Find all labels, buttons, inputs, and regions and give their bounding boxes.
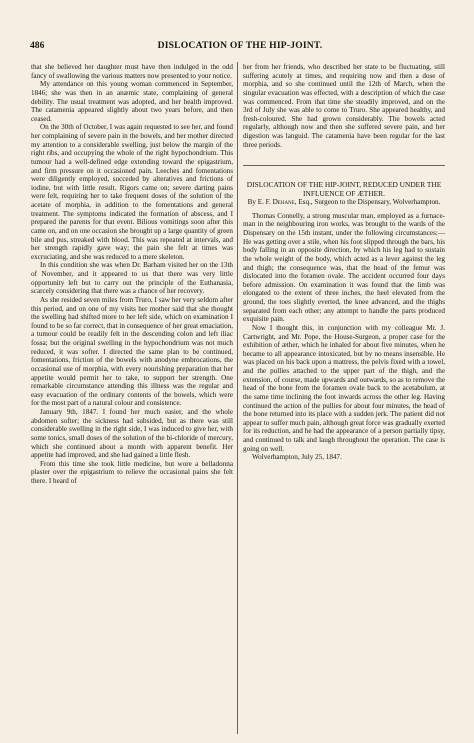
paragraph: On the 30th of October, I was again requested to see her, and found her complaining of severe pain in the bowels, and her mother directed my attention to a considerable swelling, just below the margin of the right ribs, and occupying the whole of the right hypochondrium. This tumour had a well-defined edge extending toward the epigastrium, and firm pressure on it occasioned pain. Leeches and fomentations were diligently employed, succeded by alteratives and frictions of iodine, but with little result. Rigors came on; severe darting pains were felt, requiring her to take frequent doses of the solution of the acetate of morphia, in addition to the fomentations and general treatment. The symptoms indicated the formation of abscess, and I prepared the parents for that event. Bilious vomitings soon after this came on, and on one occasion she brought up a large quantity of green bile and pus, streaked with blood. This was repeated at intervals, and her strength rapidly gave way; the pain she felt at times was excruciating, and she was reduced to a mere skeleton. bbox=[31, 123, 233, 261]
page-number: 486 bbox=[30, 40, 45, 51]
column-divider bbox=[237, 62, 238, 734]
article-byline bbox=[243, 198, 445, 207]
left-column bbox=[31, 63, 233, 735]
paragraph: As she resided seven miles from Truro, I saw her very seldom after this period, and on one of my visits her mother said that she thought the swelling had shifted more to her left side, which on examination I found to be so far correct, that in consequence of her great emaciation, a tumour could be readily felt in the descending colon and left iliac fossa; but the original swelling in the hypochondrium was not much reduced, it was softer. I directed the same plan to be continued, fomentations, friction of the bowels with anodyne embrocations, the occasional use of morphia, with every nourishing preparation that her appetite would permit her to take, to support her strength. One remarkable circumstance attending this illness was the regular and easy evacuation of the ordinary contents of the bowels, which were for the most part of a natural colour and consistence. bbox=[31, 295, 233, 408]
paragraph: Thomas Connelly, a strong muscular man, employed as a furnace-man in the neighbouring iron works, was brought to the wards of the Dispensary on the 15th instant, under the following circumstances:—He was getting over a stile, when his foot slipped through the bars, his body falling in an opposite direction, by which his leg had to sustain the whole weight of the body, which acted as a lever against the leg and thigh; the consequence was, that the head of the femur was dislocated into the foramen ovale. The accident occurred four days before admission. On examination it was found that the limb was elongated to the extent of three inches, the heel elevated from the ground, the toes slightly everted, the knee advanced, and the thighs separated from each other; any attempt to handle the parts produced exquisite pain. bbox=[243, 211, 445, 324]
paragraph: In this condition she was when Dr. Barham visited her on the 13th of November, and it appeared to us that there was very little opportunity left but to carry out the principle of the Euthanasia, scarcely considering that there was a chance of her recovery. bbox=[31, 261, 233, 296]
paragraph: Now I thought this, in conjunction with my colleague Mr. J. Cartwright, and Mr. Pope, the House-Surgeon, a proper case for the exhibition of æther, which he inhaled for about five minutes, when he became to all appearance intoxicated, but by no means insensible. He was placed on his back upon a mattress, the pelvis fixed with a towel, and the pullies attached to the upper part of the thigh, and the extension, of course, made upwards and outwards, so as to remove the head of the bone from the foramen ovale back to the acetabulum, at the same time inclining the foot inwards across the other leg. Having continued the action of the pullies for about four minutes, the head of the bone returned into its place with a sudden jerk. The patient did not appear to suffer much pain, although great force was gradually exerted for its reduction, and he had the appearance of a person partially tipsy, and continued to talk and laugh throughout the operation. The case is going on well. bbox=[243, 323, 445, 453]
section-separator bbox=[243, 165, 445, 166]
paragraph: From this time she took little medicine, but wore a belladonna plaster over the epigastrium to relieve the occasional pains she felt there. I heard of bbox=[31, 459, 233, 485]
page-header bbox=[30, 40, 450, 54]
running-title: DISLOCATION OF THE HIP-JOINT. bbox=[157, 40, 323, 51]
article-title: DISLOCATION OF THE HIP-JOINT, REDUCED UNDER THE INFLUENCE OF ÆTHER. bbox=[246, 180, 442, 199]
right-column bbox=[243, 63, 445, 735]
paragraph: My attendance on this young woman commenced in September, 1846; she was then in an anæmic state, complaining of general debility. The usual treatment was adopted, and her health improved. The catamenia appeared slightly about two years before, and then ceased. bbox=[31, 80, 233, 123]
paragraph: January 9th, 1847. I found her much easier, and the whole abdomen softer; the sickness had subsided, but as there was still considerable swelling in the right side, I was induced to give her, with some tonics, small doses of the solution of the bi-chloride of mercury, which she continued about a month with apparent benefit. Her appetite had improved, and she had gained a little flesh. bbox=[31, 408, 233, 460]
paragraph: that she believed her daughter must have then indulged in the odd fancy of swallowing the various matters now presented to your notice. bbox=[31, 63, 233, 80]
paragraph: her from her friends, who described her state to be fluctuating, still suffering acutely at times, and requiring now and then a dose of morphia, and so she continued until the 12th of March, when the singular evacuation was effected, with a description of which the case was commenced. From that time she steadily improved, and on the 3rd of July she was able to come to Truro. She appeared healthy, and fresh-coloured. She had grown considerably. The bowels acted regularly, although now and then she suffered severe pain, and her digestion was languid. The catamenia have been regular for the last three periods. bbox=[243, 63, 445, 149]
byline-author: Dehane bbox=[272, 198, 295, 207]
signoff: Wolverhampton, July 25, 1847. bbox=[252, 453, 342, 462]
byline-prefix: By E. F. bbox=[247, 198, 271, 207]
byline-suffix: , Esq., Surgeon to the Dispensary, Wolverhampton. bbox=[294, 198, 441, 207]
